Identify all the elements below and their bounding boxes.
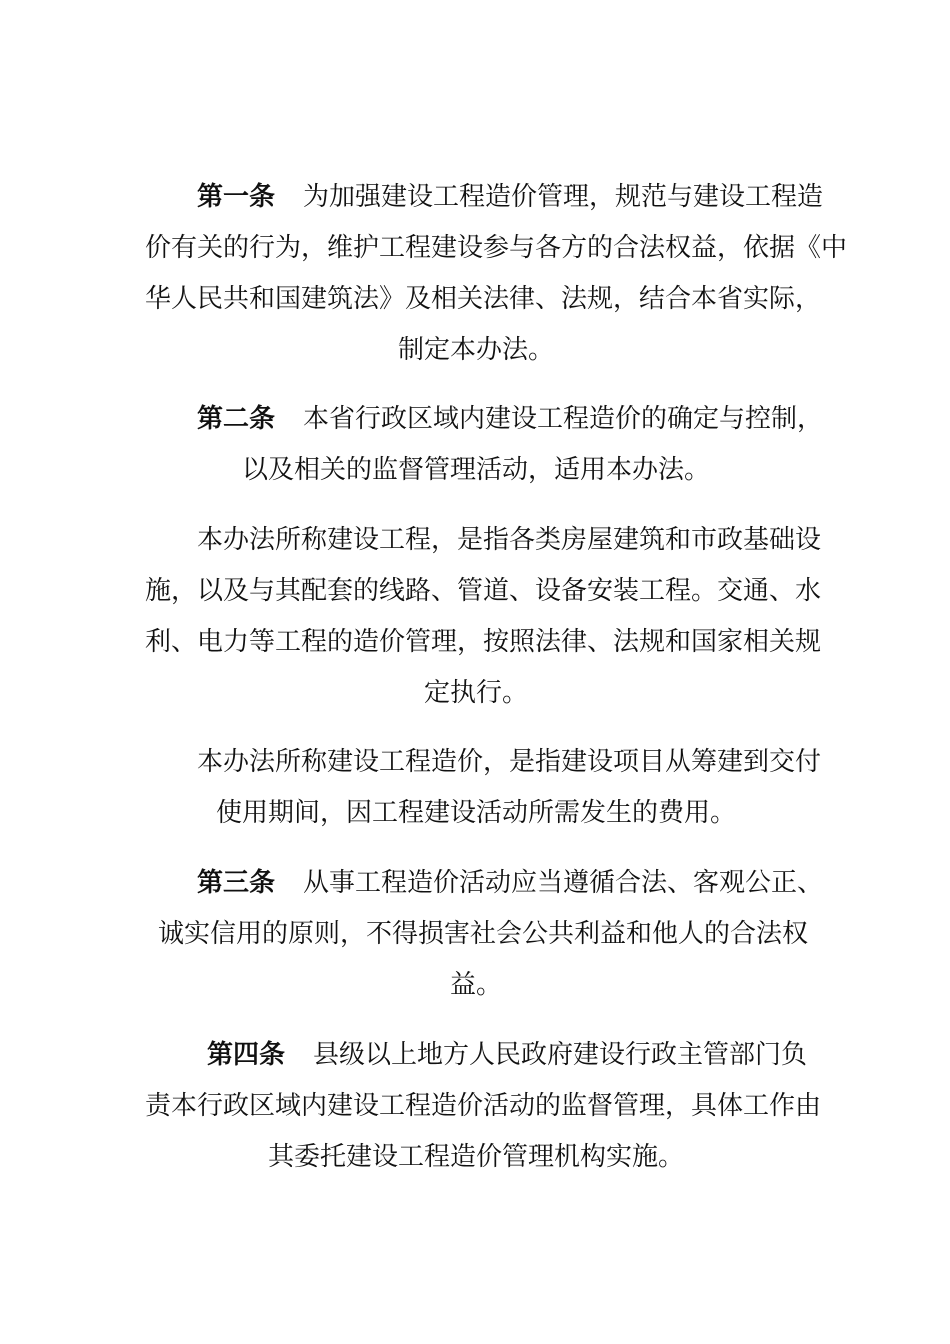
article-4-text: 县级以上地方人民政府建设行政主管部门负 bbox=[313, 1040, 808, 1070]
article-1-line-4: 制定本办法。 bbox=[397, 335, 554, 365]
article-2-text: 本省行政区域内建设工程造价的确定与控制， bbox=[303, 404, 824, 434]
article-3-line-2: 诚实信用的原则，不得损害社会公共利益和他人的合法权 bbox=[158, 919, 809, 949]
article-2-label: 第二条 bbox=[197, 404, 276, 434]
article-3-label: 第三条 bbox=[197, 868, 276, 898]
article-1-label: 第一条 bbox=[197, 182, 276, 212]
para-construction-line-2: 施，以及与其配套的线路、管道、设备安装工程。交通、水 bbox=[145, 576, 822, 606]
article-4-line-3: 其委托建设工程造价管理机构实施。 bbox=[267, 1142, 684, 1172]
para-cost-line-1: 本办法所称建设工程造价，是指建设项目从筹建到交付 bbox=[197, 747, 822, 777]
para-construction-line-3: 利、电力等工程的造价管理，按照法律、法规和国家相关规 bbox=[145, 627, 822, 657]
article-2-line-1 bbox=[197, 402, 824, 436]
article-4-label: 第四条 bbox=[207, 1040, 286, 1070]
para-construction-line-1: 本办法所称建设工程，是指各类房屋建筑和市政基础设 bbox=[197, 525, 822, 555]
article-1-text: 为加强建设工程造价管理，规范与建设工程造 bbox=[303, 182, 824, 212]
article-3-text: 从事工程造价活动应当遵循合法、客观公正、 bbox=[303, 868, 824, 898]
article-4-line-2: 责本行政区域内建设工程造价活动的监督管理，具体工作由 bbox=[145, 1091, 822, 1121]
article-1-line-1 bbox=[197, 180, 824, 214]
article-4-line-1 bbox=[207, 1038, 807, 1072]
article-1-line-2: 价有关的行为，维护工程建设参与各方的合法权益，依据《中 bbox=[145, 233, 848, 263]
article-3-line-3: 益。 bbox=[449, 970, 502, 1000]
para-construction-line-4: 定执行。 bbox=[423, 678, 528, 708]
article-1-line-3: 华人民共和国建筑法》及相关法律、法规，结合本省实际， bbox=[145, 284, 822, 314]
para-cost-line-2: 使用期间，因工程建设活动所需发生的费用。 bbox=[215, 798, 736, 828]
article-2-line-2: 以及相关的监督管理活动，适用本办法。 bbox=[241, 455, 710, 485]
article-3-line-1 bbox=[197, 866, 824, 900]
